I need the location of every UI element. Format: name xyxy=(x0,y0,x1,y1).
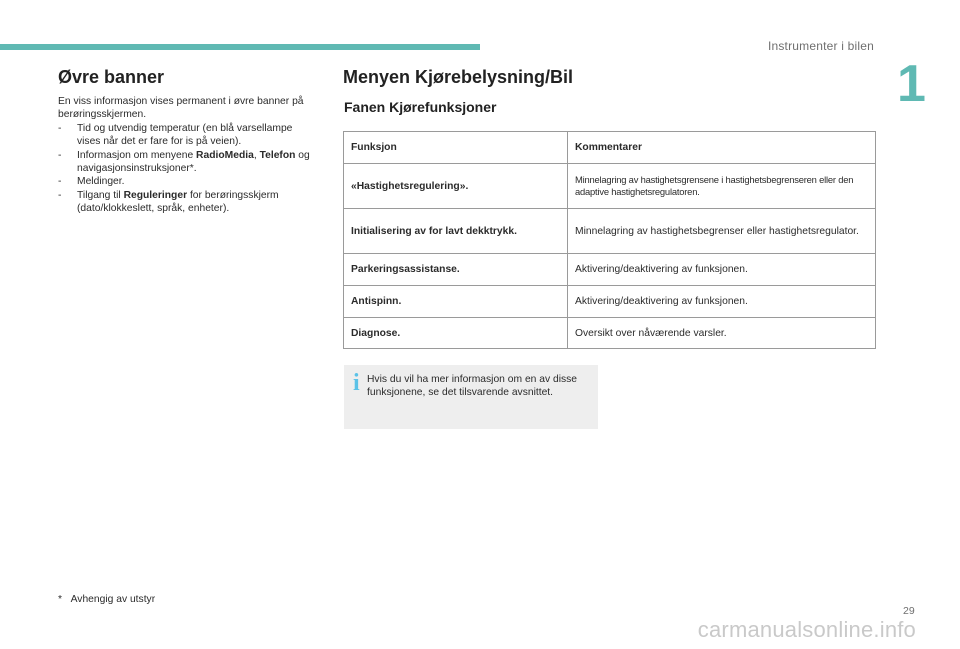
column-header-function: Funksjon xyxy=(344,132,568,163)
list-item: - Informasjon om menyene RadioMedia, Telefon og navigasjonsinstruksjoner*. xyxy=(58,149,314,176)
list-item: - Meldinger. xyxy=(58,175,314,188)
column-header-comment: Kommentarer xyxy=(575,142,642,153)
driving-functions-table xyxy=(343,131,876,349)
footnote-text: Avhengig av utstyr xyxy=(70,594,156,605)
table-row xyxy=(344,285,875,317)
chapter-title: Instrumenter i bilen xyxy=(767,39,874,53)
section-heading-upper-banner: Øvre banner xyxy=(58,67,165,87)
table-row xyxy=(344,317,875,348)
list-item: - Tilgang til Reguleringer for berøringsskjerm (dato/klokkeslett, språk, enheter). xyxy=(58,189,314,216)
function-cell: Initialisering av for lavt dekktrykk. xyxy=(344,209,568,253)
bullet-list xyxy=(58,122,314,216)
function-cell: Antispinn. xyxy=(344,286,568,317)
footnote xyxy=(58,594,155,605)
list-item: - Tid og utvendig temperatur (en blå varsellampe vises når det er fare for is på veien). xyxy=(58,122,314,149)
info-icon: i xyxy=(353,370,360,396)
page-number: 29 xyxy=(903,605,915,617)
function-cell: Diagnose. xyxy=(344,318,568,348)
table-header-row xyxy=(344,132,875,163)
section-heading-driving-menu: Menyen Kjørebelysning/Bil xyxy=(343,67,574,87)
function-cell: Parkeringsassistanse. xyxy=(344,254,568,285)
subheading-driving-functions-tab: Fanen Kjørefunksjoner xyxy=(344,99,497,115)
upper-banner-body xyxy=(58,95,314,216)
intro-paragraph: En viss informasjon vises permanent i øvre banner på berøringsskjermen. xyxy=(58,96,304,121)
table-row xyxy=(344,208,875,253)
site-watermark: carmanualsonline.info xyxy=(697,617,916,642)
info-note-box xyxy=(344,365,598,429)
comment-cell: Aktivering/deaktivering av funksjonen. xyxy=(575,296,748,307)
comment-cell: Aktivering/deaktivering av funksjonen. xyxy=(575,264,748,275)
function-cell: «Hastighetsregulering». xyxy=(344,164,568,208)
comment-cell: Oversikt over nåværende varsler. xyxy=(575,327,727,339)
comment-cell: Minnelagring av hastighetsgrensene i hastighetsbegrenseren eller den adaptive hastighetsregulatoren. xyxy=(575,173,854,197)
chapter-number: 1 xyxy=(897,55,926,113)
table-row xyxy=(344,253,875,285)
comment-cell: Minnelagring av hastighetsbegrenser eller hastighetsregulator. xyxy=(575,225,859,237)
info-note-text: Hvis du vil ha mer informasjon om en av disse funksjonene, se det tilsvarende avsnittet. xyxy=(367,374,578,399)
table-row xyxy=(344,163,875,208)
top-accent-rule xyxy=(0,44,480,50)
footnote-marker: * xyxy=(58,594,63,605)
